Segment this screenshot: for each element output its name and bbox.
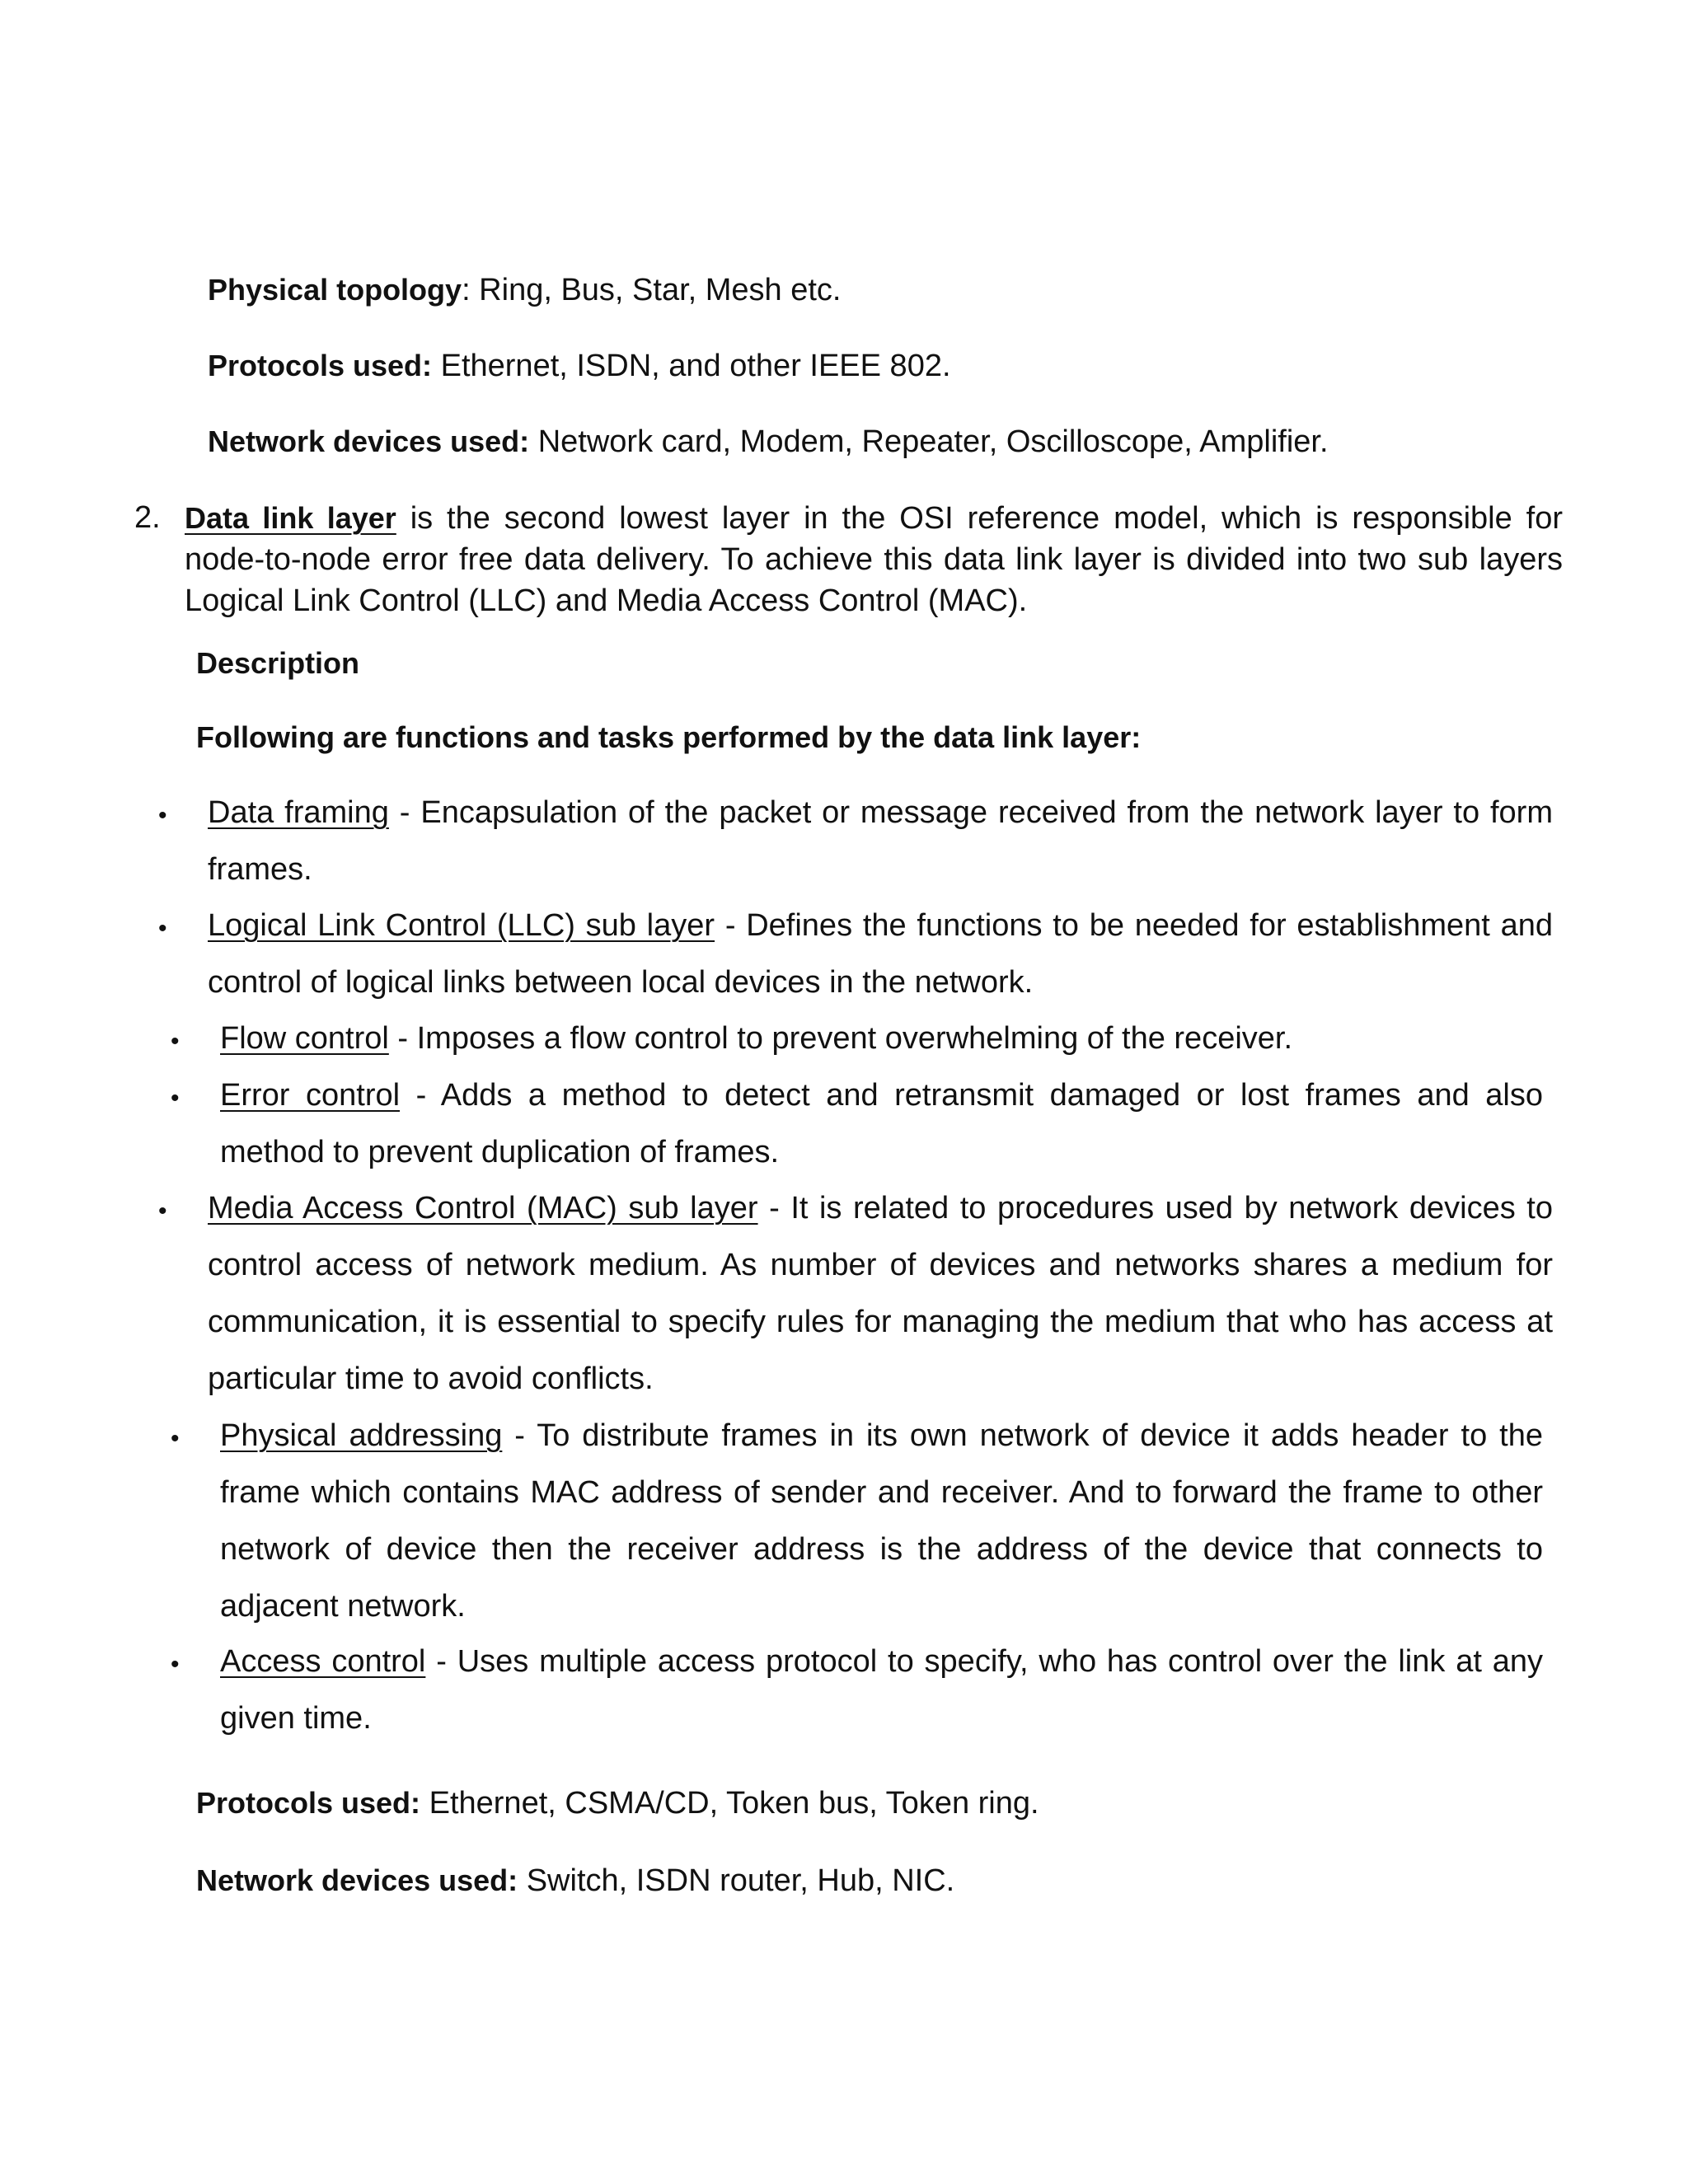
data-link-devices-label: Network devices used: (196, 1863, 518, 1897)
item-term: Physical addressing (220, 1418, 503, 1453)
physical-protocols-value: Ethernet, ISDN, and other IEEE 802. (432, 349, 951, 383)
list-item (208, 898, 1553, 1011)
data-link-devices-value: Switch, ISDN router, Hub, NIC. (518, 1863, 955, 1898)
list-item (208, 1180, 1553, 1408)
item-text: - Defines the functions to be needed for establishment and control of logical links between local devices in the network. (208, 908, 1553, 1000)
description-heading: Description (196, 646, 360, 680)
item-term: Data framing (208, 795, 389, 830)
data-link-intro (185, 498, 1563, 621)
list-item (220, 1408, 1543, 1635)
physical-topology-label: Physical topology (208, 273, 462, 307)
physical-devices-label: Network devices used: (208, 424, 530, 458)
item-text: - It is related to procedures used by network devices to control access of network medium. As number of devices and networks shares a medium for communication, it is essential to specify rules for managing the medium that who has access at particular time to avoid conflicts. (208, 1191, 1553, 1396)
bullet-icon: • (158, 915, 167, 942)
data-link-devices-line (196, 1861, 954, 1901)
physical-protocols-label: Protocols used: (208, 349, 433, 382)
list-item (208, 785, 1553, 898)
physical-protocols-line (208, 346, 951, 387)
item-text: - Imposes a flow control to prevent overwhelming of the receiver. (388, 1021, 1293, 1056)
list-item (220, 1067, 1543, 1181)
item-term: Media Access Control (MAC) sub layer (208, 1191, 758, 1226)
item-term: Logical Link Control (LLC) sub layer (208, 908, 715, 943)
item-text: - Uses multiple access protocol to specify, who has control over the link at any given time. (220, 1644, 1543, 1736)
item-term: Error control (220, 1078, 401, 1113)
list-item (220, 1010, 1543, 1067)
bullet-icon: • (171, 1651, 180, 1678)
physical-topology-value: : Ring, Bus, Star, Mesh etc. (462, 273, 842, 307)
bullet-icon: • (171, 1085, 180, 1112)
physical-topology-line (208, 270, 841, 311)
physical-devices-line (208, 422, 1329, 462)
data-link-title: Data link layer (185, 501, 396, 535)
item-term: Access control (220, 1644, 426, 1679)
data-link-intro-text: is the second lowest layer in the OSI reference model, which is responsible for node-to-node error free data delivery. To achieve this data link layer is divided into two sub layers Logical Link Control (LLC) and Media Access Control (MAC). (185, 501, 1564, 618)
bullet-icon: • (158, 802, 167, 829)
item-text: - Adds a method to detect and retransmit damaged or lost frames and also method to prevent duplication of frames. (220, 1078, 1544, 1169)
physical-devices-value: Network card, Modem, Repeater, Oscilloscope, Amplifier. (529, 424, 1329, 459)
item-text: - Encapsulation of the packet or message received from the network layer to form frames. (208, 795, 1553, 887)
item-term: Flow control (220, 1021, 389, 1056)
data-link-protocols-label: Protocols used: (196, 1786, 421, 1820)
data-link-protocols-line (196, 1783, 1039, 1824)
item-text: - To distribute frames in its own network of device it adds header to the frame which contains MAC address of sender and receiver. And to forward the frame to other network of device then the receiver address is the address of the device that connects to adjacent network. (220, 1418, 1543, 1624)
functions-heading: Following are functions and tasks performed by the data link layer: (196, 720, 1142, 754)
section-number: 2. (134, 500, 161, 535)
bullet-icon: • (171, 1425, 180, 1452)
bullet-icon: • (171, 1028, 180, 1055)
data-link-protocols-value: Ethernet, CSMA/CD, Token bus, Token ring. (420, 1786, 1039, 1821)
list-item (220, 1633, 1543, 1747)
bullet-icon: • (158, 1197, 167, 1225)
